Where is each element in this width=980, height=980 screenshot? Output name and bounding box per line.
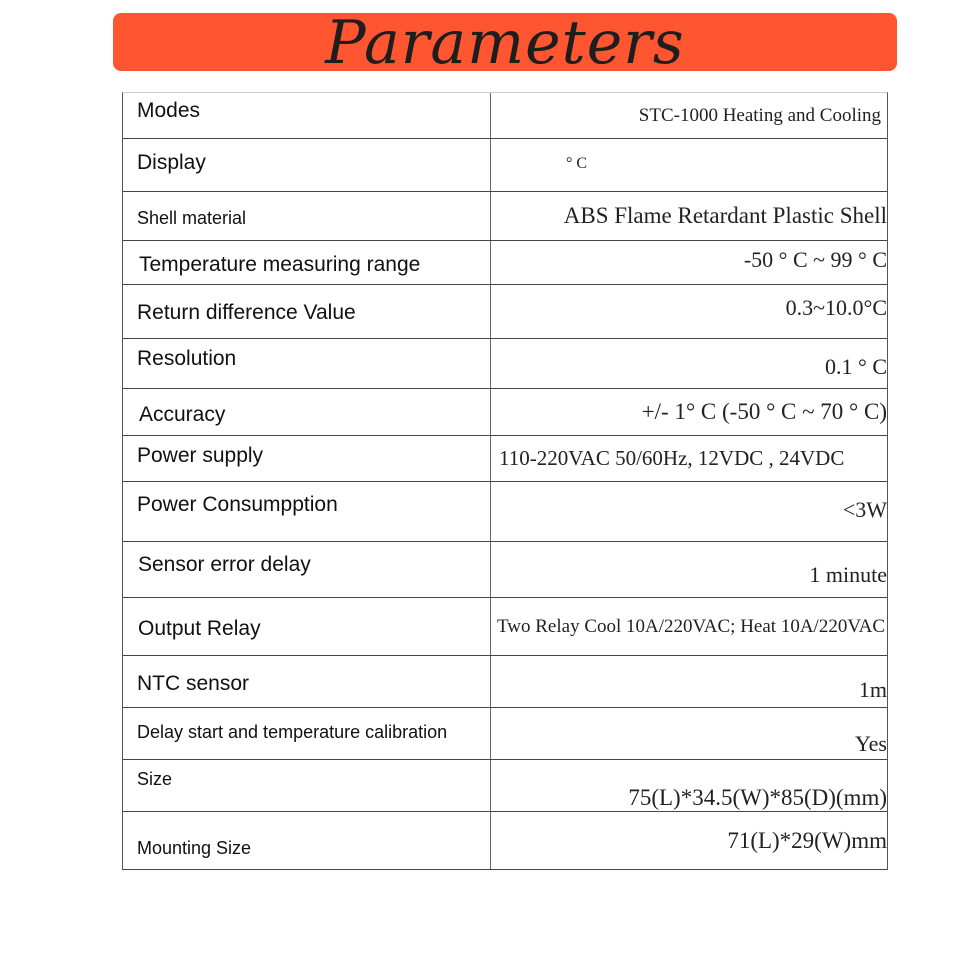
table-row [123,656,887,708]
table-row [123,139,887,192]
row-value: STC-1000 Heating and Cooling [638,104,881,126]
table-row [123,389,887,436]
row-value: 110-220VAC 50/60Hz, 12VDC , 24VDC [499,446,845,470]
table-row [123,339,887,389]
table-row [123,482,887,542]
row-label: Temperature measuring range [123,241,491,284]
row-label: Output Relay [123,598,491,655]
row-label: Size [123,760,491,811]
row-label: NTC sensor [123,656,491,707]
row-label: Mounting Size [123,812,491,869]
row-value: ABS Flame Retardant Plastic Shell [563,203,887,228]
row-value: 0.3~10.0°C [785,295,887,320]
row-value: 1m [858,677,887,702]
row-value: Yes [854,731,887,756]
table-row [123,285,887,339]
display-unit: ° C [566,155,588,172]
row-value: Two Relay Cool 10A/220VAC; Heat 10A/220VAC [497,616,885,637]
row-label: Modes [123,93,491,138]
row-value: 71(L)*29(W)mm [727,828,887,853]
table-row [123,93,887,139]
row-label: Return difference Value [123,285,491,338]
banner-title: Parameters [325,8,685,78]
table-row [123,598,887,656]
row-value [491,139,887,191]
row-label: Display [123,139,491,191]
row-label: Resolution [123,339,491,388]
row-value: -50 ° C ~ 99 ° C [743,247,887,272]
row-label: Power Consumpption [123,482,491,541]
parameters-table [122,92,888,870]
row-value: +/- 1° C (-50 ° C ~ 70 ° C) [641,399,887,424]
row-value: 75(L)*34.5(W)*85(D)(mm) [628,785,887,810]
table-row [123,812,887,870]
table-row [123,436,887,482]
table-row [123,708,887,760]
row-label: Delay start and temperature calibration [123,708,491,759]
row-label: Accuracy [123,389,491,435]
table-row [123,542,887,598]
row-label: Shell material [123,192,491,240]
table-row [123,760,887,812]
table-row [123,241,887,285]
table-row [123,192,887,241]
row-value: 0.1 ° C [825,354,887,379]
row-label: Power supply [123,436,491,481]
row-value: <3W [842,497,887,522]
row-value: 1 minute [809,562,887,587]
parameters-banner [113,8,897,78]
row-label: Sensor error delay [123,542,491,597]
